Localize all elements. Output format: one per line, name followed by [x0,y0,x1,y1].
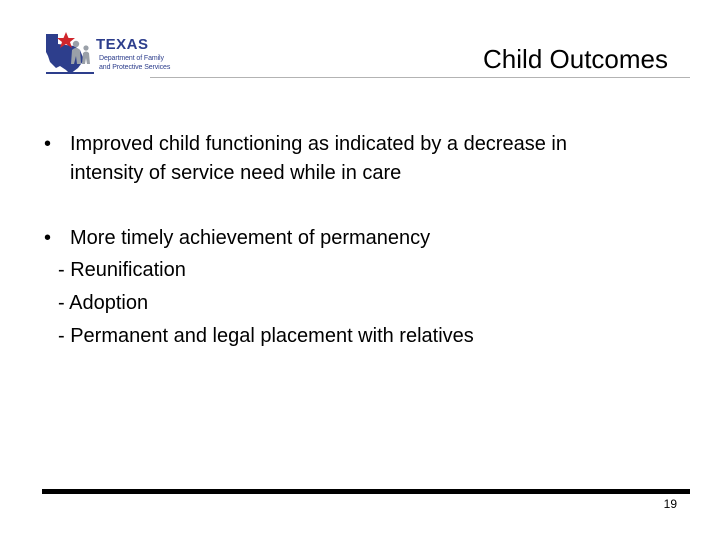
sub-item: - Permanent and legal placement with relatives [58,325,474,347]
dfps-logo [44,30,186,78]
bullet-dot: • [44,133,52,155]
title-divider [150,77,690,78]
slide-title: Child Outcomes [483,44,668,74]
sub-item: - Reunification [58,259,186,281]
bullet-line: intensity of service need while in care [70,162,402,184]
logo-subtitle-line-1: Department of Family [99,55,164,62]
bullet-line: More timely achievement of permanency [70,227,431,249]
bullet-dot: • [44,227,52,249]
logo-subtitle-line-2: and Protective Services [99,64,171,71]
footer-divider [42,489,690,494]
bullet-line: Improved child functioning as indicated by a decrease in [70,133,567,155]
logo-wordmark: TEXAS [96,36,149,53]
page-number: 19 [663,497,677,511]
sub-item: - Adoption [58,292,149,314]
